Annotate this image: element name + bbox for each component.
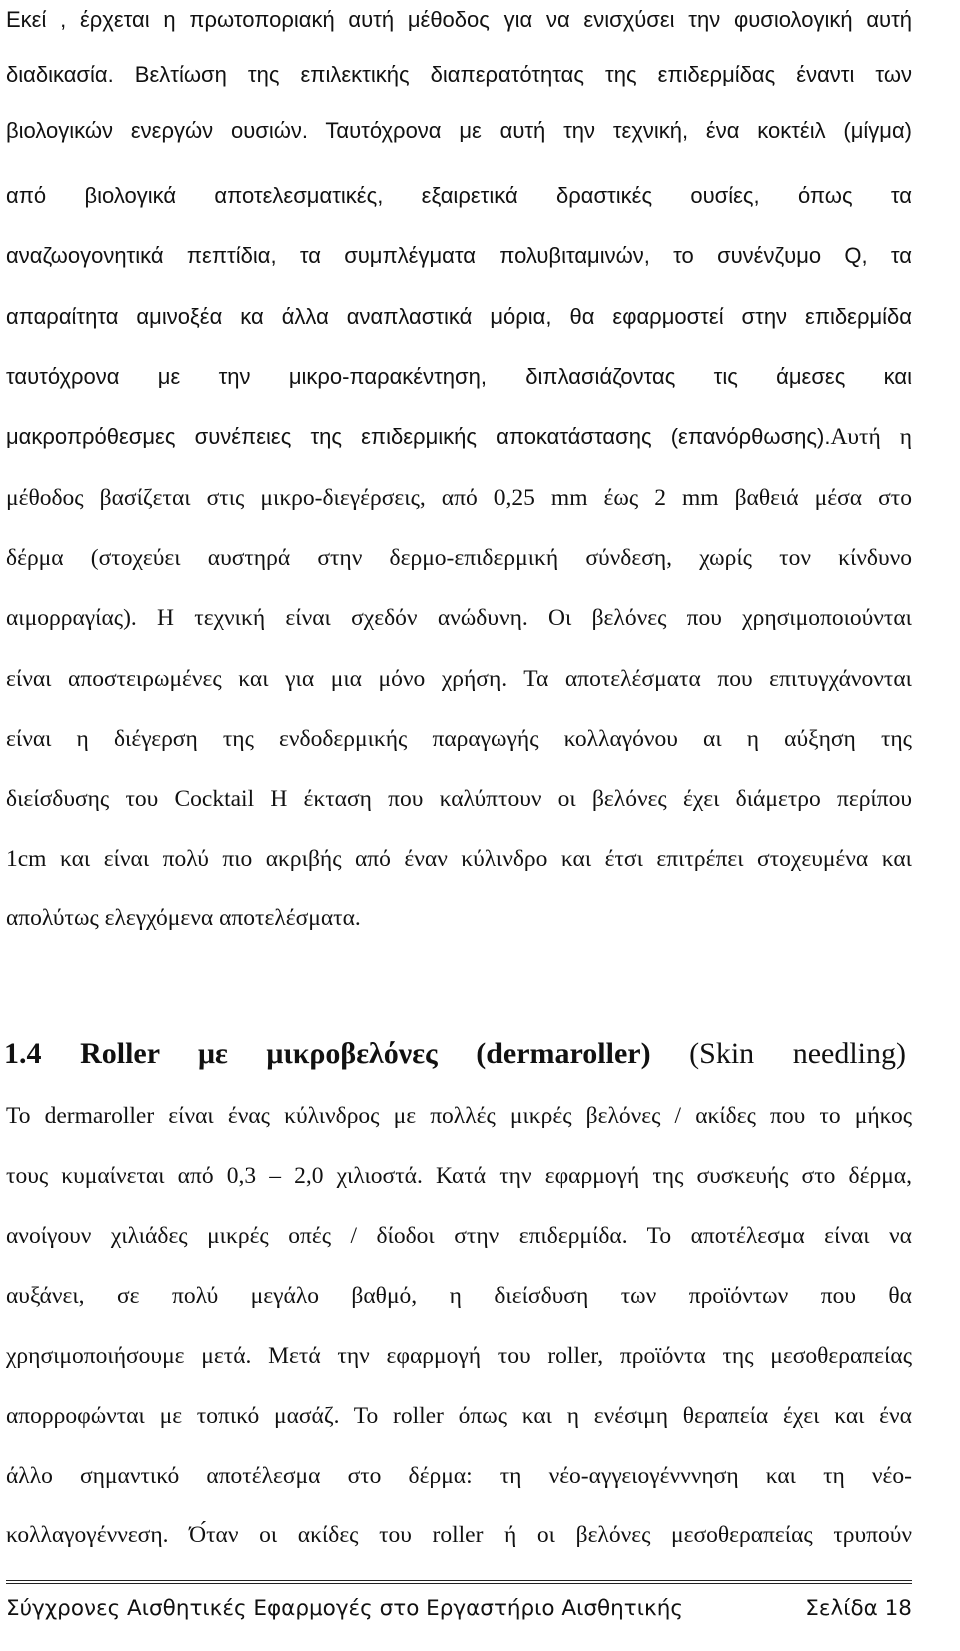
- section-line: άλλο σημαντικό αποτέλεσμα στο δέρμα: τη νέο-αγγειογένννηση και τη νέο-: [6, 1463, 912, 1489]
- body-line: μέθοδος βασίζεται στις μικρο-διεγέρσεις, από 0,25 mm έως 2 mm βαθειά μέσα στο: [6, 485, 912, 511]
- body-line: ταυτόχρονα με την μικρο-παρακέντηση, διπλασιάζοντας τις άμεσες και: [6, 364, 912, 389]
- body-line-serif-part: Αυτή η: [830, 424, 912, 450]
- body-line: δέρμα (στοχεύει αυστηρά στην δερμο-επιδερμική σύνδεση, χωρίς τον κίνδυνο: [6, 545, 912, 571]
- body-line: 1cm και είναι πολύ πιο ακριβής από έναν κύλινδρο και έτσι επιτρέπει στοχευμένα και: [6, 846, 912, 872]
- body-line: απαραίτητα αμινοξέα κα άλλα αναπλαστικά μόρια, θα εφαρμοστεί στην επιδερμίδα: [6, 304, 912, 329]
- section-line: κολλαγογέννεση. Ό́ταν οι ακίδες του roller ή οι βελόνες μεσοθεραπείας τρυπούν: [6, 1522, 912, 1548]
- body-line: είναι η διέγερση της ενδοδερμικής παραγωγής κολλαγόνου αι η αύξηση της: [6, 726, 912, 752]
- body-line-sans-part: μακροπρόθεσμες συνέπειες της επιδερμικής αποκατάστασης (επανόρθωσης).: [6, 424, 831, 449]
- body-line: βιολογικών ενεργών ουσιών. Ταυτόχρονα με αυτή την τεχνική, ένα κοκτέιλ (μίγμα): [6, 118, 912, 143]
- footer-document-title: Σύγχρονες Αισθητικές Εφαρμογές στο Εργαστήριο Αισθητικής: [6, 1596, 683, 1621]
- body-line: Εκεί , έρχεται η πρωτοποριακή αυτή μέθοδος για να ενισχύσει την φυσιολογική αυτή: [6, 7, 912, 32]
- section-heading: [4, 1030, 906, 1078]
- section-line: χρησιμοποιήσουμε μετά. Μετά την εφαρμογή του roller, προϊόντα της μεσοθεραπείας: [6, 1343, 912, 1369]
- section-line: απορροφώνται με τοπικό μασάζ. Το roller όπως και η ενέσιμη θεραπεία έχει και ένα: [6, 1403, 912, 1429]
- footer-page-number: Σελίδα 18: [805, 1596, 912, 1621]
- section-number: 1.4: [4, 1037, 42, 1070]
- body-line: διείσδυσης του Cocktail Η έκταση που καλύπτουν οι βελόνες έχει διάμετρο περίπου: [6, 786, 912, 812]
- section-line: To dermaroller είναι ένας κύλινδρος με πολλές μικρές βελόνες / ακίδες που το μήκος: [6, 1103, 912, 1129]
- body-line: αιμορραγίας). Η τεχνική είναι σχεδόν ανώδυνη. Οι βελόνες που χρησιμοποιούνται: [6, 605, 912, 631]
- body-line-last: απολύτως ελεγχόμενα αποτελέσματα.: [6, 905, 361, 931]
- body-line-mixed: [6, 417, 912, 457]
- body-line: είναι αποστειρωμένες και για μια μόνο χρήση. Τα αποτελέσματα που επιτυγχάνονται: [6, 666, 912, 692]
- body-line: αναζωογονητικά πεπτίδια, τα συμπλέγματα πολυβιταμινών, το συνένζυμο Q, τα: [6, 243, 912, 268]
- footer-divider: [6, 1580, 912, 1584]
- section-line: αυξάνει, σε πολύ μεγάλο βαθμό, η διείσδυση των προϊόντων που θα: [6, 1283, 912, 1309]
- section-subtitle: (Skin needling): [689, 1037, 907, 1070]
- body-line: διαδικασία. Βελτίωση της επιλεκτικής διαπερατότητας της επιδερμίδας έναντι των: [6, 62, 912, 87]
- page-footer: [6, 1589, 912, 1629]
- body-line: από βιολογικά αποτελεσματικές, εξαιρετικά δραστικές ουσίες, όπως τα: [6, 183, 912, 208]
- section-line: ανοίγουν χιλιάδες μικρές οπές / δίοδοι στην επιδερμίδα. Το αποτέλεσμα είναι να: [6, 1223, 912, 1249]
- section-title: Roller με μικροβελόνες (dermaroller): [80, 1037, 651, 1070]
- section-line: τους κυμαίνεται από 0,3 – 2,0 χιλιοστά. Κατά την εφαρμογή της συσκευής στο δέρμα,: [6, 1163, 912, 1189]
